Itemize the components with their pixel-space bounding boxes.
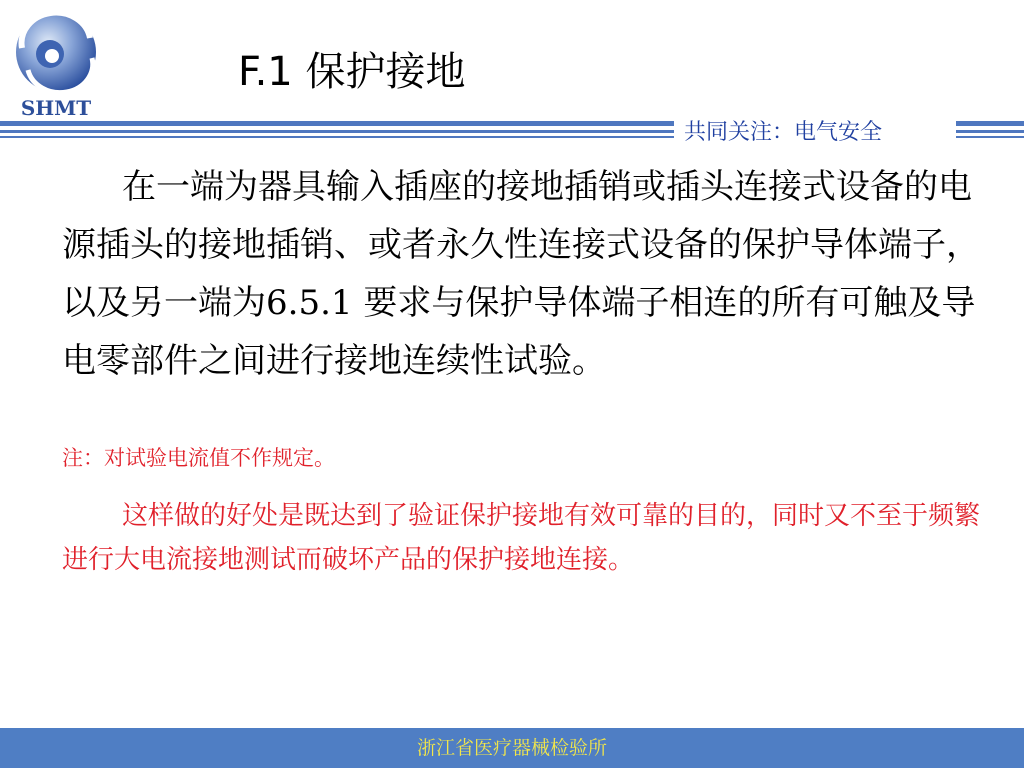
main-paragraph bbox=[62, 158, 992, 390]
header-rule bbox=[956, 121, 1024, 126]
shmt-logo bbox=[14, 8, 98, 120]
header-rule bbox=[0, 121, 674, 126]
logo-text: SHMT bbox=[20, 96, 92, 120]
globe-logo-icon bbox=[14, 8, 98, 98]
page-title: F.1 保护接地 bbox=[238, 49, 466, 95]
benefit-paragraph-text: 这样做的好处是既达到了验证保护接地有效可靠的目的，同时又不至于频繁进行大电流接地测试而破坏产品的保护接地连接。 bbox=[62, 501, 981, 575]
benefit-paragraph bbox=[62, 494, 992, 582]
header-rule bbox=[0, 136, 674, 138]
header-tagline: 共同关注：电气安全 bbox=[684, 120, 883, 145]
footer-bar bbox=[0, 728, 1024, 768]
note-text: 注：对试验电流值不作规定。 bbox=[62, 446, 335, 470]
header-rule bbox=[956, 136, 1024, 138]
main-paragraph-text: 在一端为器具输入插座的接地插销或插头连接式设备的电源插头的接地插销、或者永久性连接式设备的保护导体端子，以及另一端为6.5.1 要求与保护导体端子相连的所有可触及导电零部件之间进行接地连续性试验。 bbox=[62, 167, 980, 381]
header-rule bbox=[956, 130, 1024, 133]
footer-text: 浙江省医疗器械检验所 bbox=[416, 737, 607, 759]
header-rule bbox=[0, 130, 674, 133]
